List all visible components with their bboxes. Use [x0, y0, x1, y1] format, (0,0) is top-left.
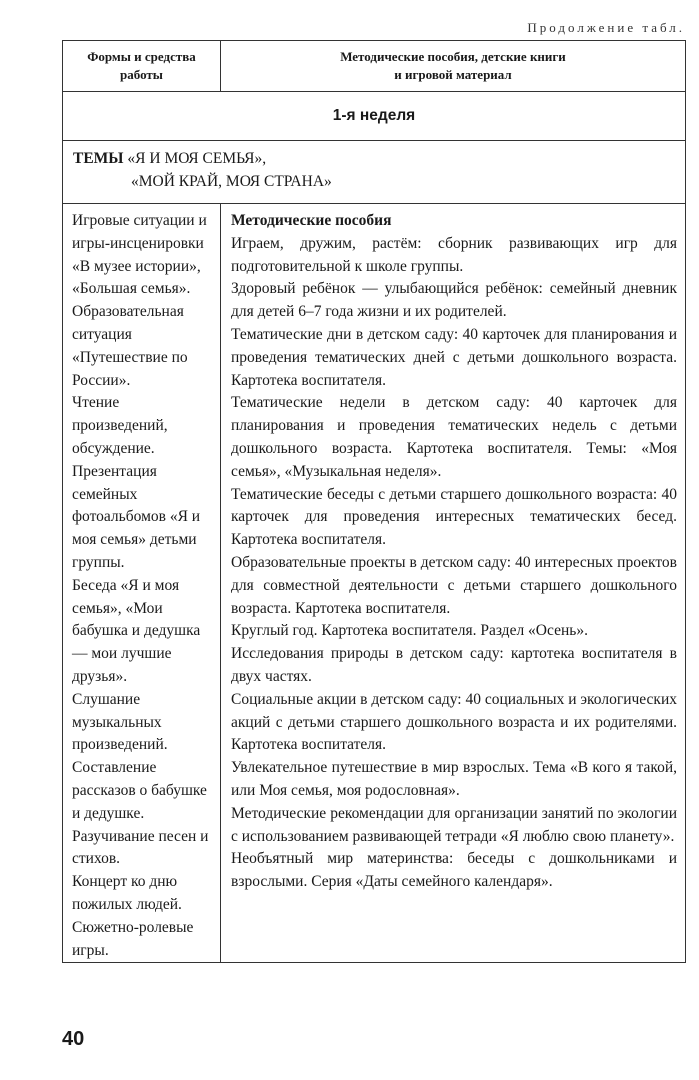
page-number: 40 [62, 1028, 85, 1050]
materials-cell [221, 204, 686, 963]
form-item: Слушание музыкальных произведений. [72, 690, 168, 754]
form-item: Разучивание песен и стихов. [72, 827, 209, 868]
header-forms [63, 41, 221, 92]
week-row [63, 92, 686, 141]
header-materials-line: Методические пособия, детские книги [340, 49, 566, 64]
theme-2: «МОЙ КРАЙ, МОЯ СТРАНА» [131, 173, 332, 190]
materials-section-title: Методические пособия [231, 212, 392, 229]
material-entry: Исследования природы в детском саду: картотека воспитателя в двух частях. [231, 645, 677, 685]
themes-row [63, 141, 686, 204]
themes-cell [63, 141, 686, 204]
material-entry: Социальные акции в детском саду: 40 социальных и экологических акций с детьми старшего дошкольного возраста и их родителями. Картотека воспитателя. [231, 690, 677, 754]
form-item: Игровые ситуации и игры-инсценировки «В музее истории», «Большая семья». [72, 212, 207, 298]
themes-label: ТЕМЫ [73, 150, 124, 167]
forms-cell [63, 204, 221, 963]
material-entry: Тематические беседы с детьми старшего дошкольного возраста: 40 карточек для проведения интересных тематических бесед. Картотека воспитателя. [231, 485, 677, 549]
form-item: Презентация семейных фотоальбомов «Я и моя семья» детьми группы. [72, 462, 201, 571]
header-forms-line: работы [120, 67, 163, 82]
form-item: Сюжетно-ролевые игры. [72, 918, 194, 959]
material-entry: Играем, дружим, растём: сборник развивающих игр для подготовительной к школе группы. [231, 234, 677, 275]
form-item: Составление рассказов о бабушке и дедушке. [72, 759, 207, 822]
material-entry: Тематические дни в детском саду: 40 карточек для планирования и проведения тематических дней с детьми дошкольного возраста. Картотека воспитателя. [231, 325, 677, 389]
continuation-label: Продолжение табл. [527, 20, 685, 35]
form-item: Образовательная ситуация «Путешествие по России». [72, 303, 188, 389]
header-materials [221, 41, 686, 92]
material-entry: Здоровый ребёнок — улыбающийся ребёнок: семейный дневник для детей 6–7 года жизни и их родителей. [231, 280, 677, 321]
form-item: Чтение произведений, обсуждение. [72, 394, 168, 457]
content-row [63, 204, 686, 963]
material-entry: Тематические недели в детском саду: 40 карточек для планирования и проведения тематических недель с детьми дошкольного возраста. Картотека воспитателя. Темы: «Моя семья», «Музыкальная неделя». [231, 394, 677, 480]
form-item: Концерт ко дню пожилых людей. [72, 873, 182, 913]
material-entry: Увлекательное путешествие в мир взрослых. Тема «В кого я такой, или Моя семья, моя родословная». [231, 759, 677, 799]
header-forms-line: Формы и средства [87, 49, 196, 64]
week-title: 1-я неделя [63, 92, 686, 141]
material-entry: Круглый год. Картотека воспитателя. Раздел «Осень». [231, 622, 588, 640]
theme-1: «Я И МОЯ СЕМЬЯ», [127, 150, 267, 167]
program-table [62, 40, 686, 963]
form-item: Беседа «Я и моя семья», «Мои бабушка и дедушка — мои лучшие друзья». [72, 576, 201, 685]
material-entry: Образовательные проекты в детском саду: 40 интересных проектов для совместной деятельности с детьми старшего дошкольного возраста. Картотека воспитателя. [231, 553, 677, 617]
material-entry: Необъятный мир материнства: беседы с дошкольниками и взрослыми. Серия «Даты семейного календаря». [231, 850, 677, 891]
material-entry: Методические рекомендации для организации занятий по экологии с использованием развивающей тетради «Я люблю свою планету». [231, 804, 677, 845]
table-header [63, 41, 686, 92]
header-materials-line: и игровой материал [394, 67, 512, 82]
